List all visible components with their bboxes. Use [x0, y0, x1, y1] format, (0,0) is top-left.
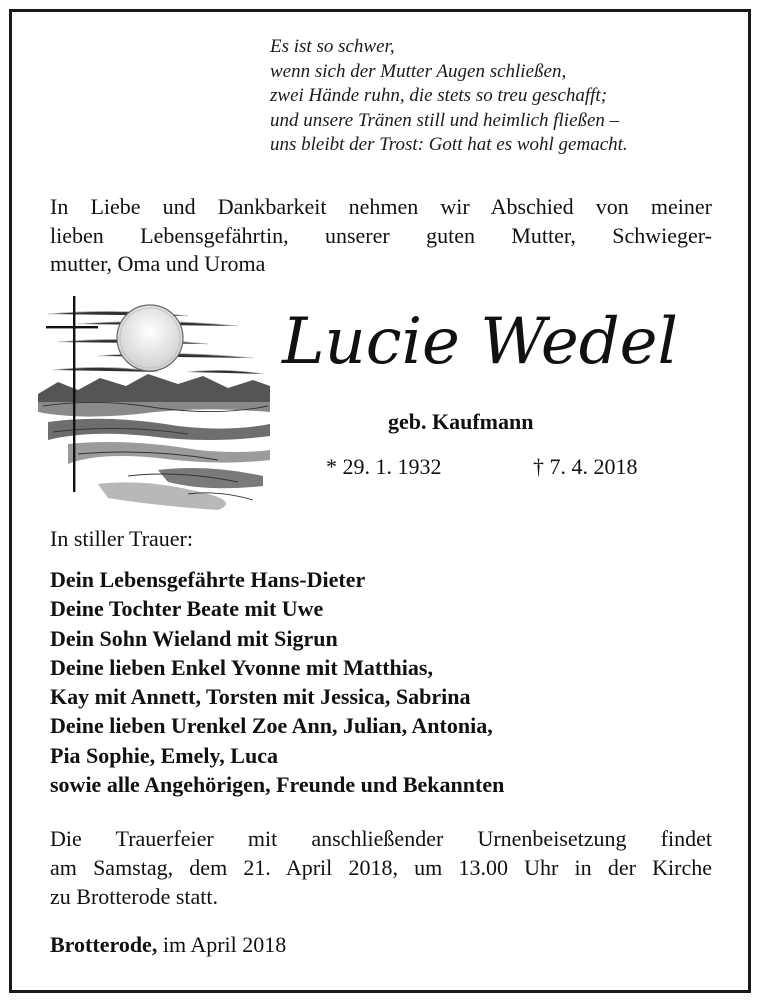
poem-line: Es ist so schwer,	[270, 36, 395, 57]
mourning-label: In stiller Trauer:	[50, 526, 193, 551]
poem-line: wenn sich der Mutter Augen schließen,	[270, 60, 567, 82]
death-date: † 7. 4. 2018	[533, 454, 638, 479]
birth-date: * 29. 1. 1932	[326, 454, 442, 479]
mourners-list	[50, 565, 720, 799]
poem-line: uns bleibt der Trost: Gott hat es wohl gemacht.	[270, 134, 628, 155]
maiden-name: geb. Kaufmann	[388, 409, 534, 434]
landscape-drawing	[38, 294, 270, 516]
service-line: am Samstag, dem 21. April 2018, um 13.00 Uhr in der Kirche	[50, 855, 712, 880]
mourner-line: Deine lieben Urenkel Zoe Ann, Julian, Antonia,	[50, 713, 493, 739]
intro-line: lieben Lebensgefährtin, unserer guten Mutter, Schwieger-	[50, 222, 712, 248]
poem	[270, 35, 730, 158]
mourner-line: sowie alle Angehörigen, Freunde und Bekannten	[50, 772, 505, 798]
mourner-line: Dein Sohn Wieland mit Sigrun	[50, 625, 338, 651]
poem-line: und unsere Tränen still und heimlich fließen –	[270, 109, 620, 131]
service-line: Die Trauerfeier mit anschließender Urnenbeisetzung findet	[50, 826, 712, 851]
mourner-line: Pia Sophie, Emely, Luca	[50, 742, 278, 768]
mourner-line: Dein Lebensgefährte Hans-Dieter	[50, 567, 366, 592]
intro-line: mutter, Oma und Uroma	[50, 251, 266, 276]
place-town: Brotterode,	[50, 932, 158, 957]
mourner-line: Deine lieben Enkel Yvonne mit Matthias,	[50, 654, 433, 680]
sun-icon	[117, 305, 183, 371]
service-line: zu Brotterode statt.	[50, 884, 219, 909]
mourner-line: Deine Tochter Beate mit Uwe	[50, 596, 324, 622]
service-paragraph	[50, 824, 712, 911]
intro-paragraph	[50, 193, 712, 279]
place-and-date	[50, 931, 286, 959]
mourner-line: Kay mit Annett, Torsten mit Jessica, Sabrina	[50, 684, 471, 710]
intro-line: In Liebe und Dankbarkeit nehmen wir Abschied von meiner	[50, 194, 712, 219]
poem-line: zwei Hände ruhn, die stets so treu geschafft;	[270, 85, 608, 106]
place-date: im April 2018	[162, 932, 287, 957]
deceased-name: Lucie Wedel	[282, 305, 678, 379]
